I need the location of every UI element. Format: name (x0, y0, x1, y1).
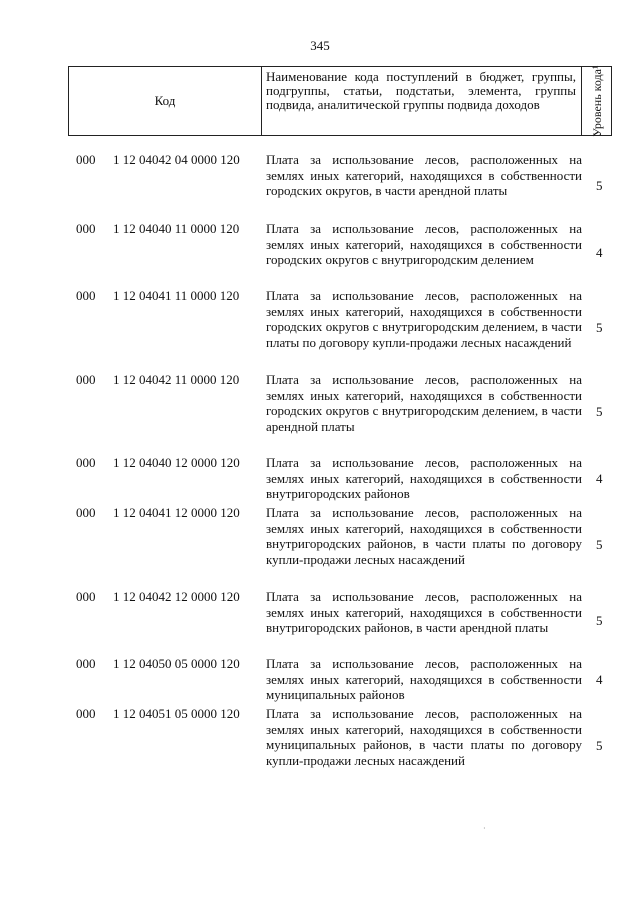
code-prefix: 000 (76, 221, 96, 236)
table-row (76, 152, 612, 218)
code-prefix: 000 (76, 288, 96, 303)
table-row (76, 455, 612, 503)
code-level: 5 (596, 613, 603, 628)
revenue-code: 1 12 04040 12 0000 120 (113, 455, 240, 470)
revenue-name: Плата за использование лесов, расположенных на землях иных категорий, находящихся в собственности городских округов с внутригородским делением, в части платы по договору купли-продажи лесных насаждений (266, 288, 582, 350)
revenue-code: 1 12 04041 12 0000 120 (113, 505, 240, 520)
code-level: 4 (596, 672, 603, 687)
table-row (76, 589, 612, 653)
column-header-level-label: Уровень кода¹ (589, 65, 604, 137)
code-level: 4 (596, 245, 603, 260)
code-prefix: 000 (76, 372, 96, 387)
table-row (76, 656, 612, 704)
revenue-name: Плата за использование лесов, расположенных на землях иных категорий, находящихся в собственности городских округов с внутригородским делением (266, 221, 582, 267)
code-level: 5 (596, 537, 603, 552)
code-prefix: 000 (76, 656, 96, 671)
revenue-name: Плата за использование лесов, расположенных на землях иных категорий, находящихся в собственности муниципальных районов (266, 656, 582, 702)
revenue-name: Плата за использование лесов, расположенных на землях иных категорий, находящихся в собственности внутригородских районов, в части арендной платы (266, 589, 582, 635)
table-row (76, 372, 612, 452)
revenue-code: 1 12 04041 11 0000 120 (113, 288, 240, 303)
code-prefix: 000 (76, 455, 96, 470)
revenue-code: 1 12 04042 04 0000 120 (113, 152, 240, 167)
code-prefix: 000 (76, 505, 96, 520)
revenue-code: 1 12 04042 11 0000 120 (113, 372, 240, 387)
table-row (76, 288, 612, 368)
code-level: 5 (596, 178, 603, 193)
code-level: 5 (596, 738, 603, 753)
code-level: 4 (596, 471, 603, 486)
revenue-name: Плата за использование лесов, расположенных на землях иных категорий, находящихся в собственности городских округов, в части арендной платы (266, 152, 582, 198)
table-row (76, 706, 612, 786)
revenue-code: 1 12 04050 05 0000 120 (113, 656, 240, 671)
code-prefix: 000 (76, 589, 96, 604)
scan-dot: · (483, 824, 486, 833)
revenue-code: 1 12 04042 12 0000 120 (113, 589, 240, 604)
table-row (76, 221, 612, 285)
code-prefix: 000 (76, 706, 96, 721)
code-level: 5 (596, 404, 603, 419)
page-number: 345 (310, 38, 330, 53)
column-header-level (582, 67, 611, 135)
revenue-name: Плата за использование лесов, расположенных на землях иных категорий, находящихся в собственности городских округов с внутригородским делением, в части арендной платы (266, 372, 582, 434)
revenue-code: 1 12 04051 05 0000 120 (113, 706, 240, 721)
table-row (76, 505, 612, 585)
table-header (68, 66, 612, 136)
column-header-name: Наименование кода поступлений в бюджет, группы, подгруппы, статьи, подстатьи, элемента, группы подвида, аналитической группы подвида доходов (262, 67, 582, 135)
column-header-code: Код (69, 67, 262, 135)
revenue-name: Плата за использование лесов, расположенных на землях иных категорий, находящихся в собственности муниципальных районов, в части платы по договору купли-продажи лесных насаждений (266, 706, 582, 768)
code-prefix: 000 (76, 152, 96, 167)
revenue-name: Плата за использование лесов, расположенных на землях иных категорий, находящихся в собственности внутригородских районов (266, 455, 582, 501)
revenue-name: Плата за использование лесов, расположенных на землях иных категорий, находящихся в собственности внутригородских районов, в части платы по договору купли-продажи лесных насаждений (266, 505, 582, 567)
code-level: 5 (596, 320, 603, 335)
revenue-code: 1 12 04040 11 0000 120 (113, 221, 240, 236)
